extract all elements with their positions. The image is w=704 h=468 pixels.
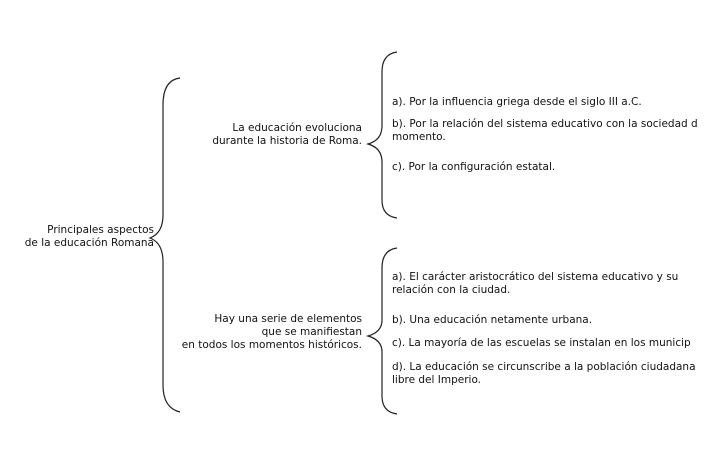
root-label — [25, 224, 154, 250]
branch-2-item-a-line-1: a). El carácter aristocrático del sistema educativo y su — [392, 271, 679, 283]
branch-1-item-a-line-1: a). Por la influencia griega desde el siglo III a.C. — [392, 96, 642, 108]
branch-2-item-d — [392, 361, 696, 387]
branch-2-item-b — [392, 314, 592, 327]
branch-2-label — [182, 313, 362, 352]
root-brace — [150, 78, 180, 412]
branch-2-item-c-line-1: c). La mayoría de las escuelas se instalan en los municip — [392, 337, 691, 349]
branch-2-item-b-line-1: b). Una educación netamente urbana. — [392, 314, 593, 326]
root-line-1: Principales aspectos — [47, 224, 154, 236]
branch-2-item-c — [392, 337, 691, 350]
root-line-2: de la educación Romana — [24, 237, 154, 249]
branch-1-item-b-line-2: momento. — [392, 131, 446, 143]
branch-1-item-a — [392, 96, 642, 109]
branch-1-item-b — [392, 118, 698, 144]
branch-2-line-3: en todos los momentos históricos. — [181, 339, 362, 351]
branch-1-item-c — [392, 161, 555, 174]
branch-1-line-1: La educación evoluciona — [232, 122, 362, 134]
branch-2-item-a-line-2: relación con la ciudad. — [392, 284, 511, 296]
branch-2-item-d-line-1: d). La educación se circunscribe a la población ciudadana — [392, 361, 696, 373]
branch-1-line-2: durante la historia de Roma. — [212, 135, 362, 147]
branch-2-line-1: Hay una serie de elementos — [214, 313, 362, 325]
branch-2-item-d-line-2: libre del Imperio. — [392, 374, 482, 386]
branch-2-item-a — [392, 271, 678, 297]
branch-1-item-b-line-1: b). Por la relación del sistema educativo con la sociedad d — [392, 118, 698, 130]
branch-2-line-2: que se manifiestan — [261, 326, 362, 338]
branch-1-label — [212, 122, 362, 148]
branch-1-item-c-line-1: c). Por la configuración estatal. — [392, 161, 556, 173]
